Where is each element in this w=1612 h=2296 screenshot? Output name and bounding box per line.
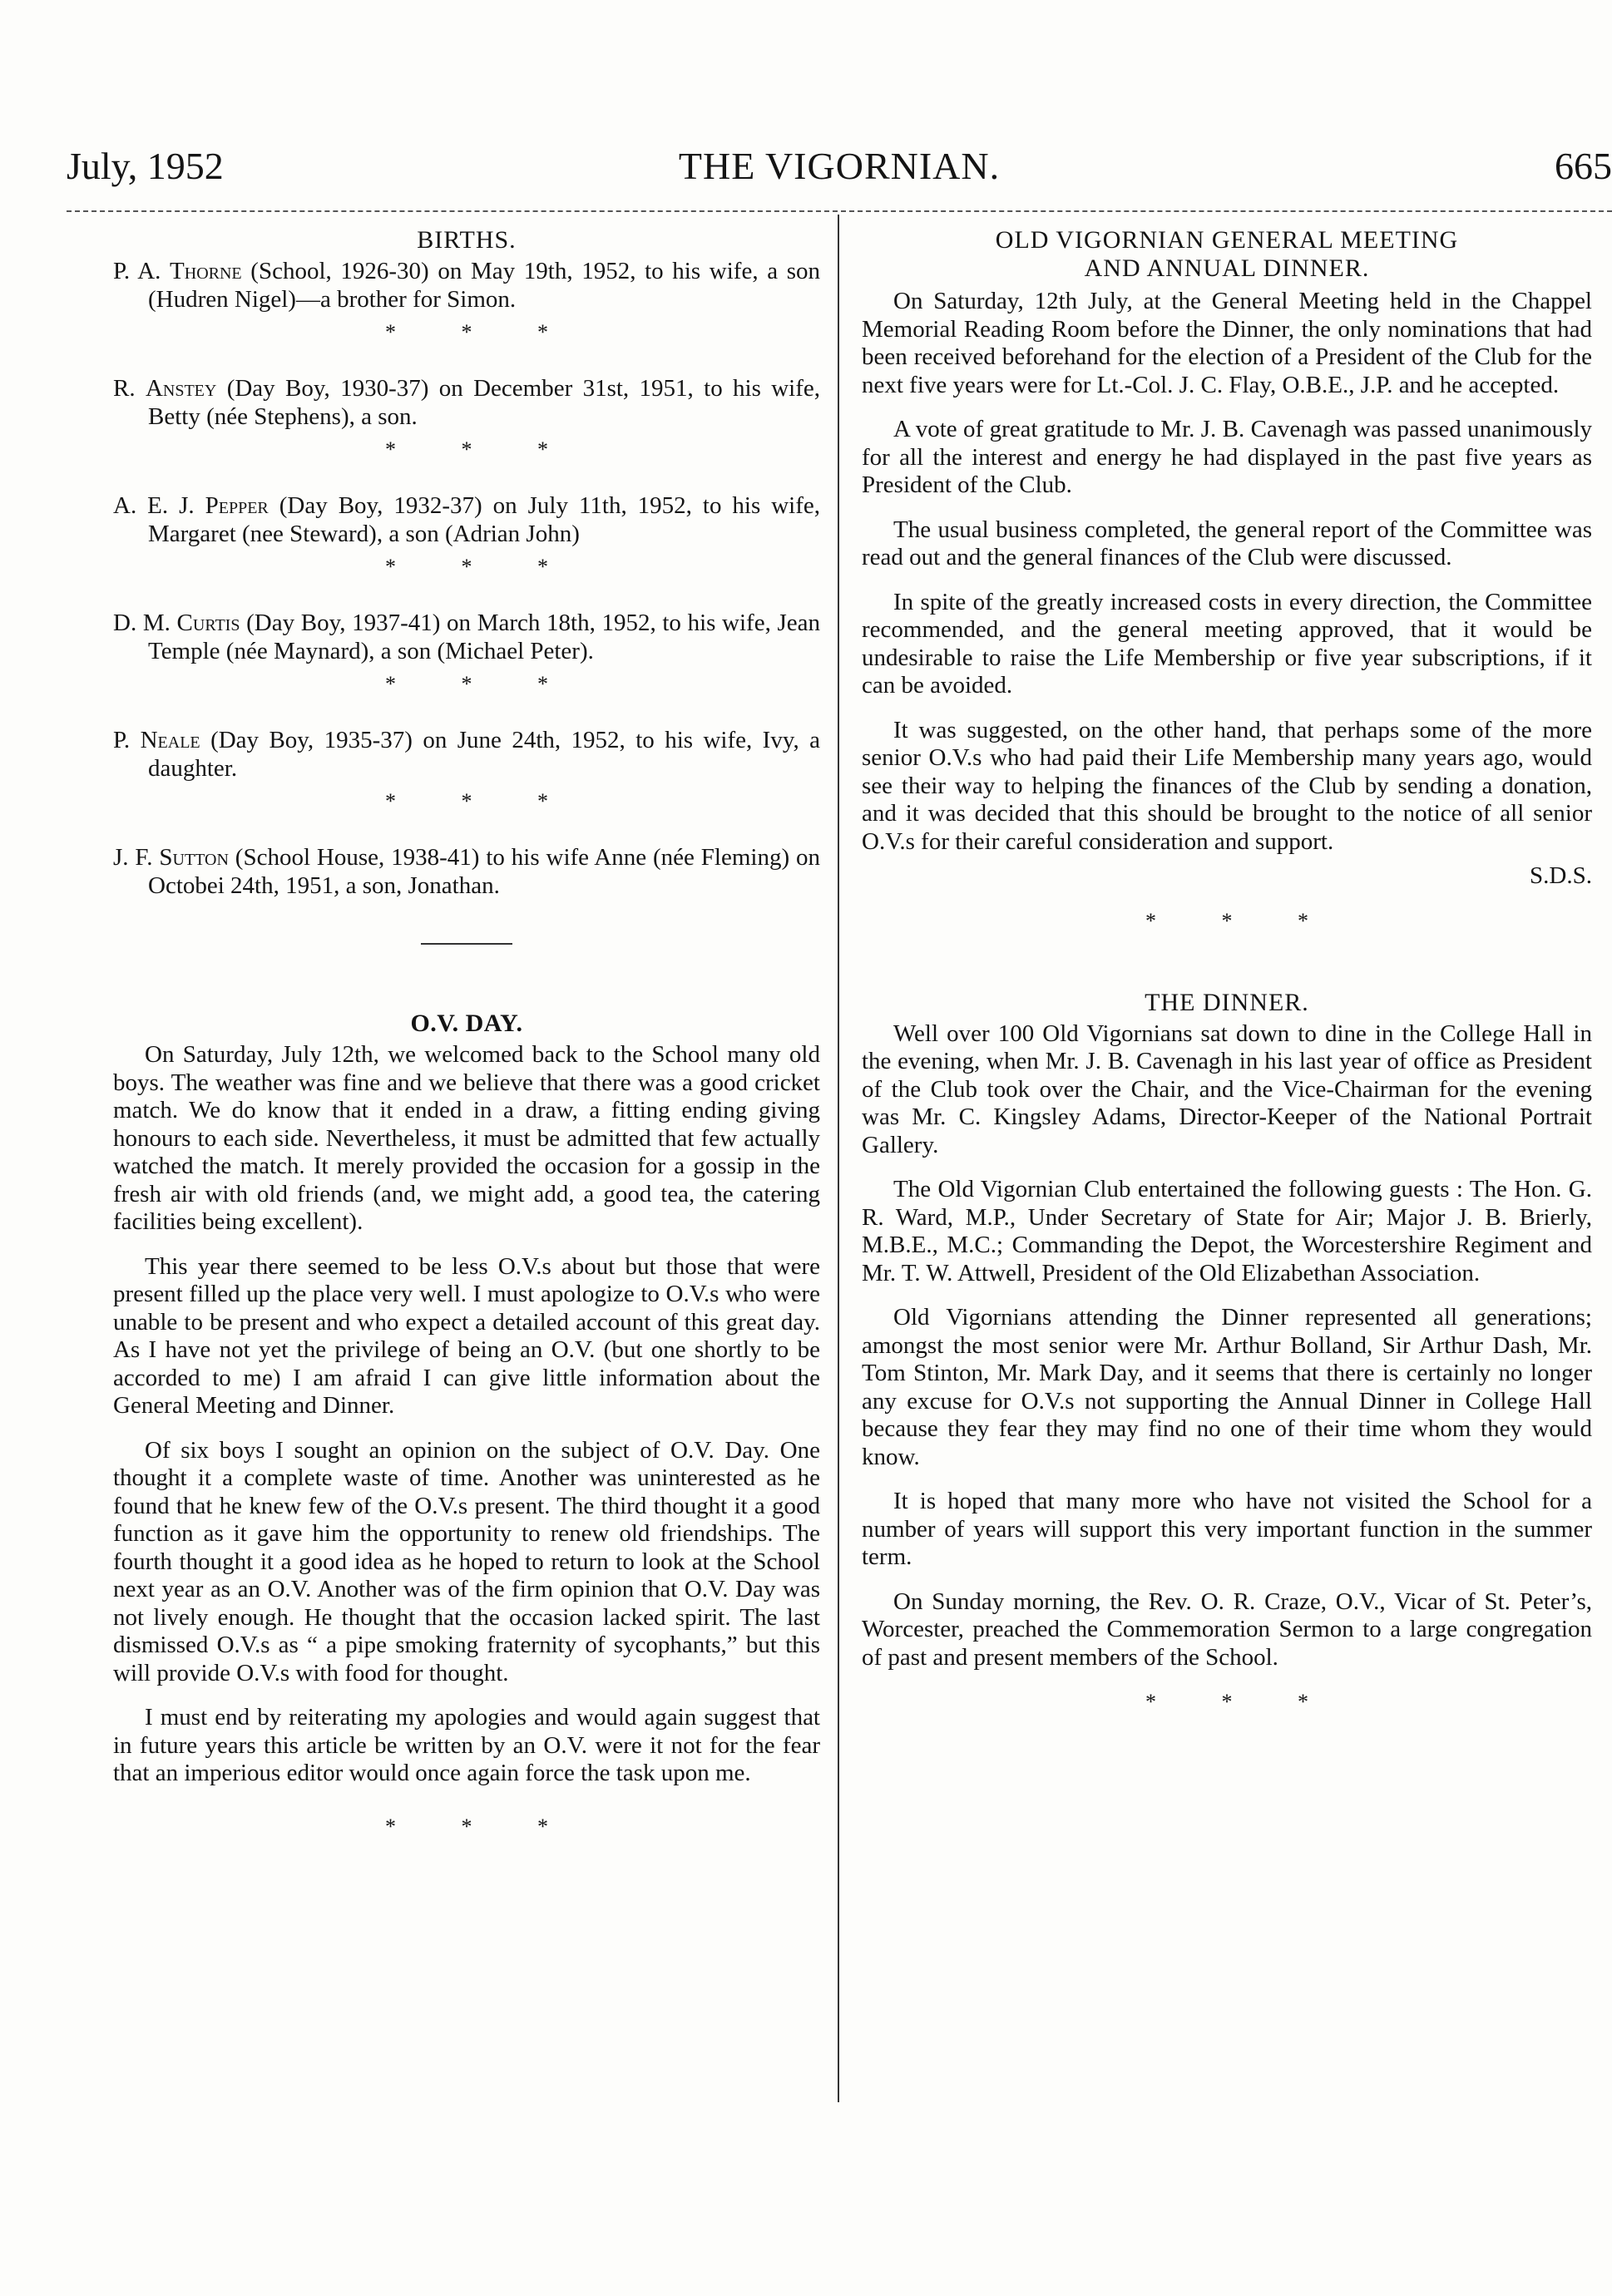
paragraph: It was suggested, on the other hand, that perhaps some of the more senior O.V.s who had paid their Life Membership many years ago, would see their way to helping the finances of the Club by sending a donation, and it was decided that this should be brought to the notice of all senior O.V.s for their careful consideration and support. xyxy=(862,716,1592,855)
paragraph: This year there seemed to be less O.V.s about but those that were present filled up the place very well. I must apologize to O.V.s who were unable to be present and who expect a detailed account of this great day. As I have not yet the privilege of being an O.V. (but one shortly to be accorded to me) I am afraid I can give little information about the General Meeting and Dinner. xyxy=(113,1252,820,1419)
star-separator: * * * xyxy=(1145,1690,1338,1714)
birth-entry: R. Anstey (Day Boy, 1930-37) on December 31st, 1951, to his wife, Betty (née Stephens), a son. xyxy=(113,375,821,430)
star-separator: * * * xyxy=(385,555,578,579)
surname: Sutton xyxy=(159,844,229,871)
star-separator: * * * xyxy=(385,437,578,462)
birth-entry: P. A. Thorne (School, 1926-30) on May 19th, 1952, to his wife, a son (Hudren Nigel)—a brother for Simon. xyxy=(113,258,820,313)
page-number: 665 xyxy=(1555,145,1612,187)
star-separator: * * * xyxy=(385,1814,578,1839)
surname: Thorne xyxy=(170,258,242,284)
births-heading: BIRTHS. xyxy=(417,226,517,254)
star-separator: * * * xyxy=(1145,908,1338,933)
dinner-heading: THE DINNER. xyxy=(1145,988,1309,1016)
issue-date: July, 1952 xyxy=(67,145,224,187)
paragraph: In spite of the greatly increased costs in every direction, the Committee recommended, and the general meeting approved, that it would be undesirable to raise the Life Membership or five year subscriptions, if it can be avoided. xyxy=(862,588,1592,699)
paragraph: Old Vigornians attending the Dinner represented all generations; amongst the most senior were Mr. Arthur Bolland, Sir Arthur Dash, Mr. Tom Stinton, Mr. Mark Day, and it seems that there is certainly no longer any excuse for O.V.s not supporting the Annual Dinner in College Hall because they fear they may find no one of their time whom they would know. xyxy=(862,1304,1592,1470)
birth-entry: A. E. J. Pepper (Day Boy, 1932-37) on July 11th, 1952, to his wife, Margaret (nee Steward), a son (Adrian John) xyxy=(113,492,821,547)
star-separator: * * * xyxy=(385,789,578,813)
paragraph: Of six boys I sought an opinion on the subject of O.V. Day. One thought it a complete waste of time. Another was uninterested as he found that he knew few of the O.V.s present. The third thought it a good function as it gave him the opportunity to renew old friendships. The fourth thought it a good idea as he hoped to return to look at the School next year as an O.V. Another was of the firm opinion that O.V. Day was not lively enough. He thought that the occasion lacked spirit. The last dismissed O.V.s as “ a pipe smoking fraternity of sycophants,” but this will provide O.V.s with food for thought. xyxy=(113,1436,820,1686)
section-rule xyxy=(421,943,512,945)
ov-day-heading: O.V. DAY. xyxy=(410,1010,523,1037)
birth-entry: J. F. Sutton (School House, 1938-41) to his wife Anne (née Fleming) on Octobei 24th, 1951, a son, Jonathan. xyxy=(113,844,821,899)
star-separator: * * * xyxy=(385,672,578,696)
left-column xyxy=(113,226,820,1869)
paragraph: The usual business completed, the general report of the Committee was read out and the general finances of the Club were discussed. xyxy=(862,516,1592,570)
paragraph: I must end by reiterating my apologies and would again suggest that in future years this article be written by an O.V. were it not for the fear that an imperious editor would once again force the task upon me. xyxy=(113,1704,820,1786)
running-head xyxy=(67,141,1612,191)
birth-entry: P. Neale (Day Boy, 1935-37) on June 24th, 1952, to his wife, Ivy, a daughter. xyxy=(113,727,820,782)
signature: S.D.S. xyxy=(1530,862,1592,889)
surname: Neale xyxy=(140,727,200,753)
paragraph: It is hoped that many more who have not visited the School for a number of years will support this very important function in the summer term. xyxy=(862,1488,1592,1570)
star-separator: * * * xyxy=(385,320,578,344)
surname: Pepper xyxy=(205,492,269,519)
surname: Curtis xyxy=(176,610,240,636)
surname: Anstey xyxy=(145,375,217,402)
column-divider xyxy=(838,215,839,2102)
general-meeting-heading: OLD VIGORNIAN GENERAL MEETING AND ANNUAL DINNER. xyxy=(995,226,1459,282)
paragraph: The Old Vigornian Club entertained the following guests : The Hon. G. R. Ward, M.P., Under Secretary of State for Air; Major J. B. Brierly, M.B.E., M.C.; Commanding the Depot, the Worcestershire Regiment and Mr. T. W. Attwell, President of the Old Elizabethan Association. xyxy=(862,1176,1592,1286)
paragraph: A vote of great gratitude to Mr. J. B. Cavenagh was passed unanimously for all the interest and energy he had displayed in the past five years as President of the Club. xyxy=(862,416,1592,498)
birth-entry: D. M. Curtis (Day Boy, 1937-41) on March 18th, 1952, to his wife, Jean Temple (née Maynard), a son (Michael Peter). xyxy=(113,610,821,664)
journal-title: THE VIGORNIAN. xyxy=(678,145,1001,187)
right-column xyxy=(862,226,1592,1745)
paragraph: On Sunday morning, the Rev. O. R. Craze, O.V., Vicar of St. Peter’s, Worcester, preached the Commemoration Sermon to a large congregation of past and present members of the School. xyxy=(862,1587,1592,1671)
paragraph: On Saturday, 12th July, at the General Meeting held in the Chappel Memorial Reading Room before the Dinner, the only nominations that had been received beforehand for the election of a President of the Club for the next five years were for Lt.-Col. J. C. Flay, O.B.E., J.P. and he accepted. xyxy=(862,288,1592,398)
header-rule xyxy=(67,210,1612,212)
paragraph: On Saturday, July 12th, we welcomed back to the School many old boys. The weather was fine and we believe that there was a good cricket match. We do know that it ended in a draw, a fitting ending giving honours to each side. Nevertheless, it must be admitted that few actually watched the match. It merely provided the occasion for a gossip in the fresh air with old friends (and, we might add, a good tea, the catering facilities being excellent). xyxy=(113,1041,820,1235)
paragraph: Well over 100 Old Vigornians sat down to dine in the College Hall in the evening, when Mr. J. B. Cavenagh in his last year of office as President of the Club took over the Chair, and the Vice-Chairman for the evening was Mr. C. Kingsley Adams, Director-Keeper of the National Portrait Gallery. xyxy=(862,1020,1592,1158)
